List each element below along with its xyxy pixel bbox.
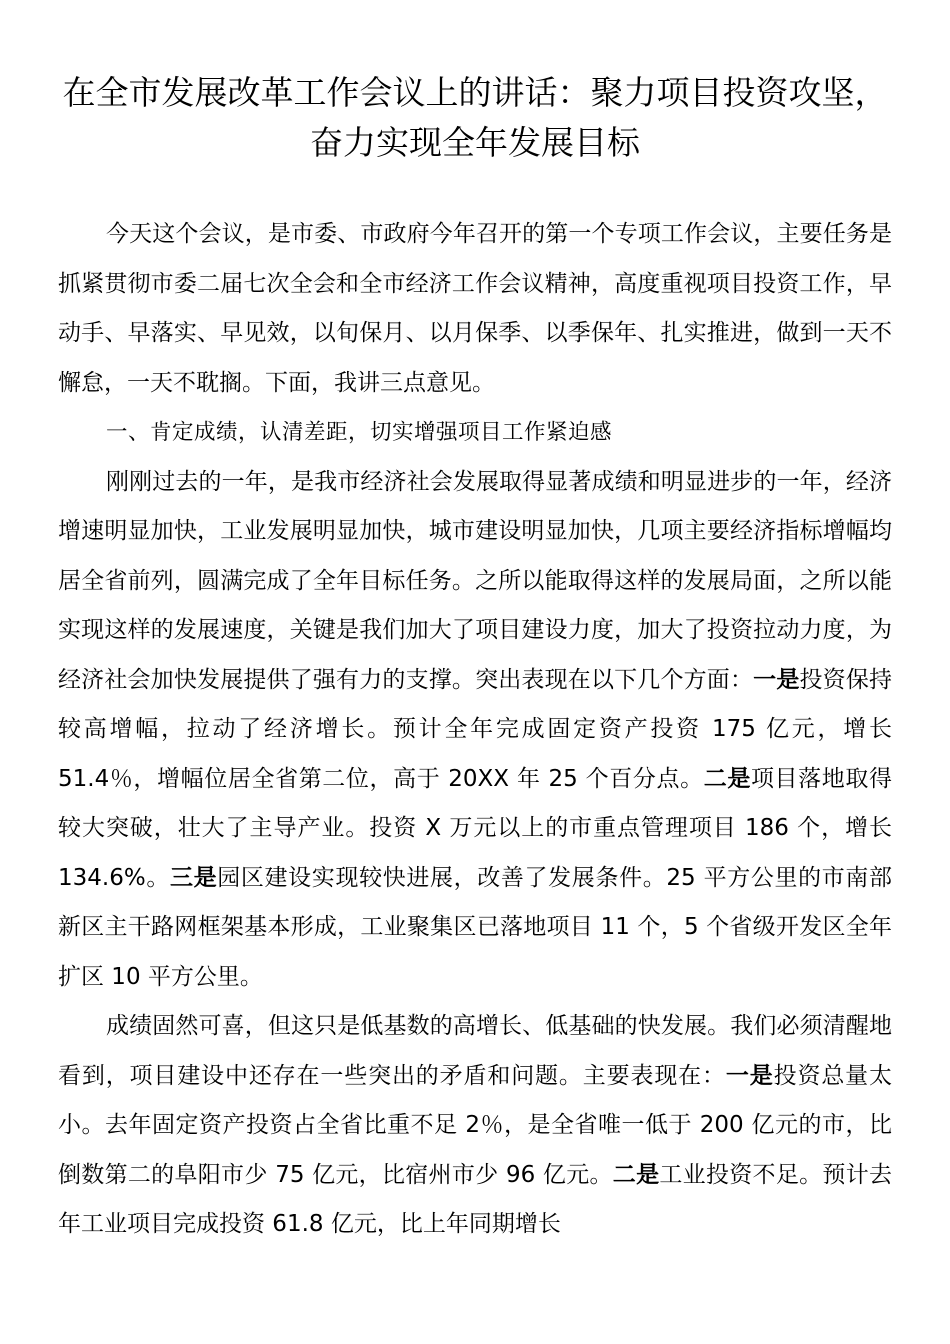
document-page (58, 68, 892, 1250)
bold-marker-second: 二是 (703, 765, 751, 792)
paragraph-text: 今天这个会议，是市委、市政府今年召开的第一个专项工作会议，主要任务是抓紧贯彻市委二届七次全会和全市经济工作会议精神，高度重视项目投资工作，早动手、早落实、早见效，以旬保月、以月保季、以季保年、扎实推进，做到一天不懈怠，一天不耽搁。下面，我讲三点意见。 (58, 221, 892, 396)
paragraph-text: 成绩固然可喜，但这只是低基数的高增长、低基础的快发展。我们必须清醒地看到，项目建设中还存在一些突出的矛盾和问题。主要表现在： (58, 1013, 892, 1089)
bold-marker-first: 一是 (725, 1062, 774, 1089)
paragraph-text: 项目落地取得较大突破，壮大了主导产业。投资 X 万元以上的市重点管理项目 186 个，增长 134.6%。 (58, 765, 892, 891)
paragraph-intro (58, 210, 892, 408)
paragraph-text: 投资保持较高增幅，拉动了经济增长。预计全年完成固定资产投资 175 亿元，增长 51.4％，增幅位居全省第二位，高于 20XX 年 25 个百分点。 (58, 666, 893, 792)
bold-marker-first: 一是 (753, 666, 800, 693)
section-heading-1 (58, 408, 892, 458)
bold-marker-second: 二是 (612, 1161, 660, 1188)
paragraph-text: 投资总量太小。去年固定资产投资占全省比重不足 2％，是全省唯一低于 200 亿元的市，比倒数第二的阜阳市少 75 亿元，比宿州市少 96 亿元。 (58, 1062, 893, 1188)
paragraph-problems (58, 1002, 892, 1250)
paragraph-text: 刚刚过去的一年，是我市经济社会发展取得显著成绩和明显进步的一年，经济增速明显加快，工业发展明显加快，城市建设明显加快，几项主要经济指标增幅均居全省前列，圆满完成了全年目标任务。之所以能取得这样的发展局面，之所以能实现这样的发展速度，关键是我们加大了项目建设力度，加大了投资拉动力度，为经济社会加快发展提供了强有力的支撑。突出表现在以下几个方面： (58, 468, 892, 693)
bold-marker-third: 三是 (169, 864, 218, 891)
paragraph-achievements (58, 458, 892, 1003)
section-heading-text: 一、肯定成绩，认清差距，切实增强项目工作紧迫感 (106, 420, 613, 445)
paragraph-text: 工业投资不足。预计去年工业项目完成投资 61.8 亿元，比上年同期增长 (58, 1161, 893, 1237)
paragraph-text: 园区建设实现较快进展，改善了发展条件。25 平方公里的市南部新区主干路网框架基本形成，工业聚集区已落地项目 11 个，5 个省级开发区全年扩区 10 平方公里。 (58, 864, 893, 990)
document-title: 在全市发展改革工作会议上的讲话：聚力项目投资攻坚，奋力实现全年发展目标 (62, 73, 888, 162)
